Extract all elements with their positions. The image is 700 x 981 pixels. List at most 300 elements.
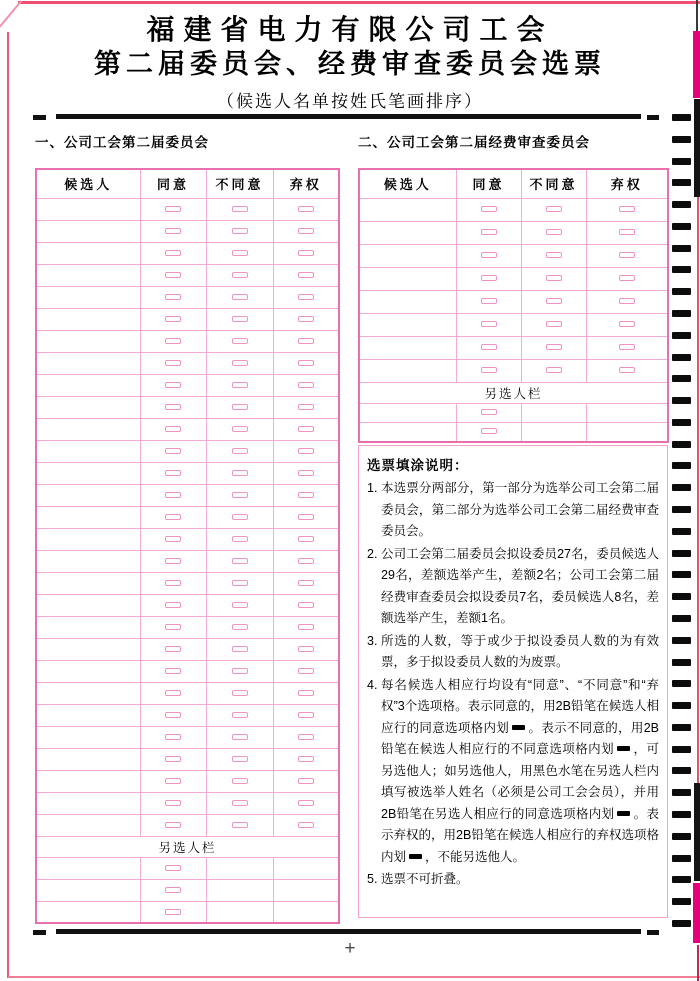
candidate-name-cell[interactable]: [36, 308, 140, 330]
option-cell-agree[interactable]: [456, 313, 521, 336]
candidate-name-cell[interactable]: [36, 286, 140, 308]
option-bubble-agree[interactable]: [165, 624, 181, 630]
option-bubble-abstain[interactable]: [298, 734, 314, 740]
option-cell-abstain[interactable]: [273, 484, 339, 506]
option-bubble-disagree[interactable]: [232, 778, 248, 784]
option-bubble-disagree[interactable]: [232, 426, 248, 432]
candidate-name-cell[interactable]: [36, 462, 140, 484]
candidate-name-cell[interactable]: [36, 550, 140, 572]
option-cell-disagree[interactable]: [206, 352, 273, 374]
option-cell-agree[interactable]: [140, 528, 206, 550]
candidate-row: [36, 594, 339, 616]
candidate-name-cell[interactable]: [36, 418, 140, 440]
option-bubble-agree[interactable]: [165, 206, 181, 212]
option-cell-abstain[interactable]: [273, 660, 339, 682]
option-cell-agree[interactable]: [456, 290, 521, 313]
option-cell-abstain[interactable]: [273, 286, 339, 308]
candidate-row: [36, 550, 339, 572]
option-cell-disagree[interactable]: [206, 638, 273, 660]
option-bubble-abstain[interactable]: [619, 298, 635, 304]
column-header: 候选人: [359, 169, 456, 198]
option-cell-abstain[interactable]: [273, 352, 339, 374]
option-bubble-agree[interactable]: [165, 514, 181, 520]
option-bubble-abstain[interactable]: [298, 250, 314, 256]
option-bubble-agree[interactable]: [165, 228, 181, 234]
option-cell-agree[interactable]: [140, 220, 206, 242]
option-cell-disagree[interactable]: [206, 550, 273, 572]
scan-edge-bottom: [8, 976, 700, 978]
option-cell-disagree[interactable]: [206, 484, 273, 506]
option-cell-agree[interactable]: [140, 594, 206, 616]
option-cell-abstain[interactable]: [586, 313, 668, 336]
option-bubble-agree[interactable]: [481, 298, 497, 304]
option-cell-disagree[interactable]: [521, 359, 586, 382]
option-bubble-abstain[interactable]: [298, 800, 314, 806]
option-bubble-agree[interactable]: [165, 756, 181, 762]
option-bubble-disagree[interactable]: [232, 404, 248, 410]
option-bubble-abstain[interactable]: [298, 338, 314, 344]
option-bubble-agree[interactable]: [165, 382, 181, 388]
candidate-name-cell[interactable]: [36, 726, 140, 748]
option-cell-disagree[interactable]: [206, 726, 273, 748]
option-cell-abstain[interactable]: [273, 748, 339, 770]
option-bubble-disagree[interactable]: [232, 800, 248, 806]
candidate-row: [36, 704, 339, 726]
option-cell-agree[interactable]: [140, 286, 206, 308]
option-bubble-abstain[interactable]: [298, 822, 314, 828]
option-cell-disagree[interactable]: [206, 682, 273, 704]
option-bubble-agree[interactable]: [165, 602, 181, 608]
table-header-row: [359, 169, 668, 198]
option-cell-agree[interactable]: [140, 484, 206, 506]
option-bubble-agree[interactable]: [165, 909, 181, 915]
option-cell-disagree[interactable]: [521, 290, 586, 313]
write-in-name-cell[interactable]: [359, 422, 456, 442]
timing-mark: [672, 593, 691, 600]
option-cell-disagree[interactable]: [206, 594, 273, 616]
option-bubble-disagree[interactable]: [232, 206, 248, 212]
column-header: 同意: [140, 169, 206, 198]
candidate-name-cell[interactable]: [36, 814, 140, 836]
option-cell-abstain[interactable]: [273, 242, 339, 264]
candidate-name-cell[interactable]: [36, 616, 140, 638]
option-bubble-agree[interactable]: [165, 865, 181, 871]
option-bubble-abstain[interactable]: [298, 272, 314, 278]
option-bubble-disagree[interactable]: [232, 558, 248, 564]
option-bubble-disagree[interactable]: [546, 367, 562, 373]
option-bubble-abstain[interactable]: [298, 778, 314, 784]
option-cell-agree[interactable]: [140, 616, 206, 638]
candidate-name-cell[interactable]: [36, 748, 140, 770]
option-bubble-abstain[interactable]: [298, 382, 314, 388]
option-bubble-disagree[interactable]: [232, 624, 248, 630]
option-bubble-agree[interactable]: [165, 887, 181, 893]
candidate-name-cell[interactable]: [36, 528, 140, 550]
option-bubble-agree[interactable]: [165, 470, 181, 476]
pencil-mark-example: [409, 854, 422, 859]
candidate-name-cell[interactable]: [359, 267, 456, 290]
candidate-name-cell[interactable]: [36, 594, 140, 616]
option-cell-disagree[interactable]: [206, 616, 273, 638]
option-cell-agree[interactable]: [140, 198, 206, 220]
candidate-name-cell[interactable]: [359, 221, 456, 244]
candidate-name-cell[interactable]: [36, 572, 140, 594]
empty-cell: [206, 857, 273, 879]
option-bubble-disagree[interactable]: [232, 294, 248, 300]
option-bubble-agree[interactable]: [165, 272, 181, 278]
option-bubble-agree[interactable]: [165, 558, 181, 564]
option-cell-agree[interactable]: [140, 572, 206, 594]
option-bubble-agree[interactable]: [165, 734, 181, 740]
option-bubble-disagree[interactable]: [232, 734, 248, 740]
option-cell-agree[interactable]: [140, 352, 206, 374]
option-bubble-agree[interactable]: [165, 778, 181, 784]
option-bubble-agree[interactable]: [165, 668, 181, 674]
candidate-name-cell[interactable]: [36, 792, 140, 814]
empty-cell: [521, 422, 586, 442]
option-bubble-abstain[interactable]: [298, 624, 314, 630]
option-bubble-disagree[interactable]: [546, 321, 562, 327]
instruction-number: 4.: [367, 677, 378, 692]
write-in-name-cell[interactable]: [36, 857, 140, 879]
candidate-name-cell[interactable]: [36, 682, 140, 704]
option-cell-disagree[interactable]: [206, 330, 273, 352]
option-bubble-disagree[interactable]: [232, 448, 248, 454]
option-bubble-abstain[interactable]: [298, 492, 314, 498]
option-bubble-disagree[interactable]: [232, 668, 248, 674]
option-bubble-abstain[interactable]: [619, 229, 635, 235]
candidate-name-cell[interactable]: [36, 660, 140, 682]
option-cell-agree[interactable]: [456, 244, 521, 267]
option-cell-agree[interactable]: [140, 440, 206, 462]
option-cell-agree[interactable]: [456, 336, 521, 359]
option-cell-disagree[interactable]: [206, 264, 273, 286]
option-cell-disagree[interactable]: [206, 286, 273, 308]
option-bubble-abstain[interactable]: [298, 514, 314, 520]
option-bubble-abstain[interactable]: [298, 470, 314, 476]
candidate-name-cell[interactable]: [36, 352, 140, 374]
option-bubble-disagree[interactable]: [232, 822, 248, 828]
option-bubble-abstain[interactable]: [298, 690, 314, 696]
option-bubble-abstain[interactable]: [619, 252, 635, 258]
option-bubble-abstain[interactable]: [298, 646, 314, 652]
option-cell-agree[interactable]: [140, 374, 206, 396]
candidate-name-cell[interactable]: [359, 244, 456, 267]
option-bubble-agree[interactable]: [165, 492, 181, 498]
option-bubble-disagree[interactable]: [232, 646, 248, 652]
option-cell-disagree[interactable]: [521, 336, 586, 359]
divider-dash-left: [33, 115, 46, 120]
section-heading-committee: 一、公司工会第二届委员会: [35, 135, 209, 150]
candidate-name-cell[interactable]: [36, 396, 140, 418]
option-cell-abstain[interactable]: [273, 770, 339, 792]
candidate-name-cell[interactable]: [359, 313, 456, 336]
option-cell-abstain[interactable]: [586, 244, 668, 267]
option-bubble-agree[interactable]: [481, 344, 497, 350]
option-bubble-agree[interactable]: [165, 712, 181, 718]
option-bubble-disagree[interactable]: [546, 206, 562, 212]
option-bubble-agree[interactable]: [481, 229, 497, 235]
candidate-name-cell[interactable]: [36, 220, 140, 242]
candidate-name-cell[interactable]: [359, 359, 456, 382]
option-cell-agree[interactable]: [140, 462, 206, 484]
option-bubble-abstain[interactable]: [619, 206, 635, 212]
write-in-section-row: [359, 382, 668, 403]
option-bubble-disagree[interactable]: [232, 272, 248, 278]
candidate-name-cell[interactable]: [36, 440, 140, 462]
option-bubble-agree[interactable]: [165, 800, 181, 806]
write-in-name-cell[interactable]: [36, 901, 140, 923]
option-bubble-disagree[interactable]: [546, 229, 562, 235]
option-cell-abstain[interactable]: [273, 594, 339, 616]
option-cell-abstain[interactable]: [273, 418, 339, 440]
option-cell-abstain[interactable]: [586, 290, 668, 313]
option-cell-disagree[interactable]: [521, 221, 586, 244]
option-cell-abstain[interactable]: [273, 440, 339, 462]
option-cell-agree[interactable]: [456, 422, 521, 442]
option-bubble-abstain[interactable]: [298, 206, 314, 212]
option-bubble-agree[interactable]: [165, 646, 181, 652]
candidate-name-cell[interactable]: [36, 374, 140, 396]
option-bubble-abstain[interactable]: [298, 580, 314, 586]
option-bubble-disagree[interactable]: [232, 690, 248, 696]
empty-cell: [273, 901, 339, 923]
option-bubble-abstain[interactable]: [298, 404, 314, 410]
option-bubble-disagree[interactable]: [232, 470, 248, 476]
option-cell-abstain[interactable]: [273, 374, 339, 396]
option-cell-abstain[interactable]: [273, 528, 339, 550]
option-bubble-agree[interactable]: [481, 409, 497, 415]
option-bubble-agree[interactable]: [165, 448, 181, 454]
option-cell-disagree[interactable]: [206, 374, 273, 396]
option-cell-disagree[interactable]: [206, 704, 273, 726]
option-bubble-disagree[interactable]: [232, 712, 248, 718]
candidate-row: [36, 396, 339, 418]
candidate-name-cell[interactable]: [36, 484, 140, 506]
candidate-name-cell[interactable]: [36, 638, 140, 660]
option-cell-disagree[interactable]: [206, 506, 273, 528]
option-cell-abstain[interactable]: [273, 462, 339, 484]
write-in-name-cell[interactable]: [359, 403, 456, 422]
candidate-name-cell[interactable]: [36, 770, 140, 792]
candidate-row: [36, 242, 339, 264]
option-cell-agree[interactable]: [140, 242, 206, 264]
option-bubble-abstain[interactable]: [619, 321, 635, 327]
option-cell-agree[interactable]: [456, 403, 521, 422]
option-bubble-agree[interactable]: [165, 580, 181, 586]
option-cell-disagree[interactable]: [206, 418, 273, 440]
option-bubble-abstain[interactable]: [298, 558, 314, 564]
option-cell-abstain[interactable]: [273, 704, 339, 726]
option-cell-disagree[interactable]: [206, 528, 273, 550]
option-cell-abstain[interactable]: [273, 264, 339, 286]
option-bubble-agree[interactable]: [481, 275, 497, 281]
option-bubble-abstain[interactable]: [298, 294, 314, 300]
option-bubble-disagree[interactable]: [232, 316, 248, 322]
option-bubble-agree[interactable]: [481, 321, 497, 327]
option-cell-disagree[interactable]: [206, 440, 273, 462]
option-cell-agree[interactable]: [140, 550, 206, 572]
section-committee: [35, 134, 338, 924]
option-cell-disagree[interactable]: [206, 462, 273, 484]
candidate-name-cell[interactable]: [36, 242, 140, 264]
option-cell-disagree[interactable]: [206, 220, 273, 242]
option-cell-disagree[interactable]: [206, 198, 273, 220]
option-cell-agree[interactable]: [140, 264, 206, 286]
option-cell-disagree[interactable]: [206, 748, 273, 770]
option-bubble-abstain[interactable]: [298, 360, 314, 366]
option-cell-abstain[interactable]: [273, 330, 339, 352]
option-cell-abstain[interactable]: [273, 616, 339, 638]
option-bubble-agree[interactable]: [165, 404, 181, 410]
option-cell-disagree[interactable]: [206, 308, 273, 330]
option-cell-disagree[interactable]: [521, 244, 586, 267]
option-bubble-agree[interactable]: [165, 338, 181, 344]
option-bubble-agree[interactable]: [165, 294, 181, 300]
option-bubble-disagree[interactable]: [546, 275, 562, 281]
option-bubble-abstain[interactable]: [298, 668, 314, 674]
option-cell-agree[interactable]: [140, 879, 206, 901]
option-cell-abstain[interactable]: [273, 572, 339, 594]
option-cell-abstain[interactable]: [273, 396, 339, 418]
option-cell-agree[interactable]: [140, 308, 206, 330]
option-bubble-abstain[interactable]: [298, 602, 314, 608]
option-cell-agree[interactable]: [456, 198, 521, 221]
option-bubble-abstain[interactable]: [619, 275, 635, 281]
option-cell-abstain[interactable]: [273, 682, 339, 704]
option-bubble-disagree[interactable]: [232, 382, 248, 388]
option-bubble-disagree[interactable]: [232, 536, 248, 542]
timing-mark: [672, 288, 691, 295]
option-bubble-abstain[interactable]: [298, 756, 314, 762]
option-bubble-disagree[interactable]: [232, 514, 248, 520]
candidate-row: [359, 290, 668, 313]
option-bubble-disagree[interactable]: [232, 602, 248, 608]
option-cell-agree[interactable]: [140, 770, 206, 792]
option-cell-agree[interactable]: [140, 506, 206, 528]
candidate-row: [36, 374, 339, 396]
candidate-row: [36, 528, 339, 550]
candidate-name-cell[interactable]: [36, 264, 140, 286]
option-bubble-disagree[interactable]: [546, 344, 562, 350]
option-bubble-disagree[interactable]: [546, 252, 562, 258]
option-cell-agree[interactable]: [140, 704, 206, 726]
option-bubble-agree[interactable]: [165, 426, 181, 432]
option-cell-abstain[interactable]: [273, 550, 339, 572]
option-bubble-abstain[interactable]: [298, 316, 314, 322]
option-bubble-abstain[interactable]: [298, 712, 314, 718]
option-bubble-disagree[interactable]: [232, 360, 248, 366]
candidate-name-cell[interactable]: [359, 198, 456, 221]
option-cell-disagree[interactable]: [521, 313, 586, 336]
candidate-row: [36, 682, 339, 704]
option-cell-agree[interactable]: [140, 814, 206, 836]
option-cell-abstain[interactable]: [273, 506, 339, 528]
option-bubble-disagree[interactable]: [232, 492, 248, 498]
option-cell-disagree[interactable]: [206, 770, 273, 792]
option-cell-abstain[interactable]: [273, 220, 339, 242]
option-cell-disagree[interactable]: [206, 792, 273, 814]
option-cell-agree[interactable]: [140, 857, 206, 879]
option-bubble-abstain[interactable]: [298, 426, 314, 432]
option-cell-abstain[interactable]: [586, 221, 668, 244]
option-cell-agree[interactable]: [140, 748, 206, 770]
option-cell-agree[interactable]: [140, 792, 206, 814]
option-bubble-disagree[interactable]: [232, 228, 248, 234]
option-bubble-abstain[interactable]: [298, 448, 314, 454]
option-cell-agree[interactable]: [456, 359, 521, 382]
option-cell-abstain[interactable]: [586, 359, 668, 382]
candidate-name-cell[interactable]: [36, 198, 140, 220]
option-cell-disagree[interactable]: [206, 242, 273, 264]
option-cell-agree[interactable]: [140, 330, 206, 352]
option-cell-agree[interactable]: [140, 726, 206, 748]
option-bubble-agree[interactable]: [481, 367, 497, 373]
option-bubble-disagree[interactable]: [232, 756, 248, 762]
candidate-name-cell[interactable]: [359, 336, 456, 359]
option-cell-agree[interactable]: [140, 901, 206, 923]
candidate-row: [36, 264, 339, 286]
option-cell-abstain[interactable]: [273, 726, 339, 748]
option-cell-disagree[interactable]: [206, 572, 273, 594]
option-bubble-agree[interactable]: [165, 690, 181, 696]
option-cell-abstain[interactable]: [586, 198, 668, 221]
option-bubble-disagree[interactable]: [232, 580, 248, 586]
option-bubble-abstain[interactable]: [619, 367, 635, 373]
option-bubble-agree[interactable]: [165, 250, 181, 256]
option-cell-abstain[interactable]: [586, 267, 668, 290]
option-cell-disagree[interactable]: [521, 198, 586, 221]
option-bubble-agree[interactable]: [481, 206, 497, 212]
write-in-name-cell[interactable]: [36, 879, 140, 901]
option-cell-abstain[interactable]: [273, 308, 339, 330]
option-bubble-agree[interactable]: [165, 822, 181, 828]
option-bubble-abstain[interactable]: [298, 228, 314, 234]
option-cell-disagree[interactable]: [206, 396, 273, 418]
option-bubble-disagree[interactable]: [232, 338, 248, 344]
option-bubble-agree[interactable]: [165, 316, 181, 322]
candidate-name-cell[interactable]: [36, 704, 140, 726]
option-bubble-disagree[interactable]: [232, 250, 248, 256]
option-cell-disagree[interactable]: [521, 267, 586, 290]
option-bubble-abstain[interactable]: [298, 536, 314, 542]
option-bubble-disagree[interactable]: [546, 298, 562, 304]
option-cell-abstain[interactable]: [273, 198, 339, 220]
option-cell-agree[interactable]: [140, 396, 206, 418]
option-cell-agree[interactable]: [456, 221, 521, 244]
option-bubble-agree[interactable]: [481, 252, 497, 258]
option-bubble-agree[interactable]: [165, 536, 181, 542]
option-cell-abstain[interactable]: [586, 336, 668, 359]
option-cell-agree[interactable]: [140, 638, 206, 660]
candidate-row: [36, 286, 339, 308]
option-cell-agree[interactable]: [456, 267, 521, 290]
option-cell-disagree[interactable]: [206, 814, 273, 836]
option-bubble-abstain[interactable]: [619, 344, 635, 350]
option-cell-agree[interactable]: [140, 418, 206, 440]
option-cell-abstain[interactable]: [273, 792, 339, 814]
option-cell-agree[interactable]: [140, 682, 206, 704]
candidate-name-cell[interactable]: [36, 506, 140, 528]
option-cell-abstain[interactable]: [273, 814, 339, 836]
option-bubble-agree[interactable]: [165, 360, 181, 366]
option-bubble-agree[interactable]: [481, 428, 497, 434]
option-cell-abstain[interactable]: [273, 638, 339, 660]
option-cell-agree[interactable]: [140, 660, 206, 682]
candidate-name-cell[interactable]: [359, 290, 456, 313]
option-cell-disagree[interactable]: [206, 660, 273, 682]
candidate-name-cell[interactable]: [36, 330, 140, 352]
